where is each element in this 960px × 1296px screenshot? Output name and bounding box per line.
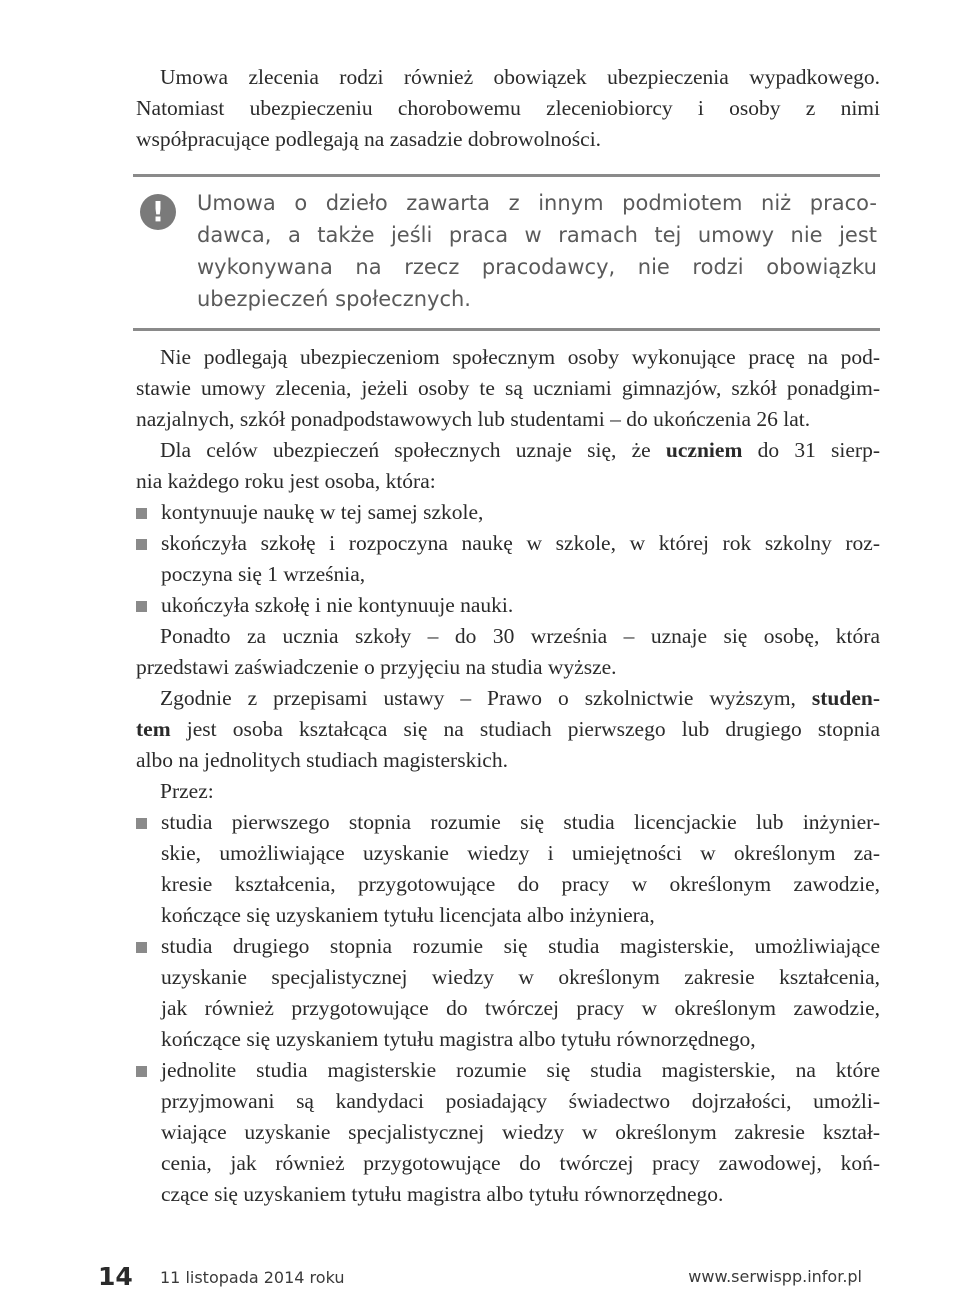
text-line [136,435,880,466]
note-text [197,187,877,315]
text-line: nia każdego roku jest osoba, która: [136,469,436,493]
przez-paragraph [136,776,880,807]
note-line: ubezpieczeń społecznych. [197,287,471,311]
text-line: przedstawi zaświadczenie o przyjęciu na studia wyższe. [136,655,617,679]
text-line: studia pierwszego stopnia rozumie się studia licencjackie lub inżynier- [161,810,880,834]
square-bullet-icon [136,508,147,519]
text-line: Nie podlegają ubezpieczeniom społecznym osoby wykonujące pracę na pod- [160,345,880,369]
text-line: wiające uzyskanie specjalistycznej wiedzy w określonym zakresie kształ- [161,1120,880,1144]
text-run: Dla celów ubezpieczeń społecznych uznaje się, że [160,438,666,462]
student-definition-paragraph [136,683,880,776]
exemption-paragraph [136,342,880,435]
text-line: cenia, jak również przygotowujące do twórczej pracy zawodowej, koń- [161,1151,880,1175]
square-bullet-icon [136,539,147,550]
text-line: kontynuuje naukę w tej samej szkole, [161,500,484,524]
text-line: albo na jednolitych studiach magisterskich. [136,748,508,772]
list-item [136,807,880,931]
text-line: kończące się uzyskaniem tytułu licencjata albo inżyniera, [161,903,655,927]
term-uczniem: uczniem [665,438,743,462]
text-run: Zgodnie z przepisami ustawy – Prawo o szkolnictwie wyższym, [160,686,812,710]
list-item [136,931,880,1055]
list-item [136,497,880,528]
note-box [133,174,880,330]
text-line: Natomiast ubezpieczeniu chorobowemu zleceniobiorcy i osoby z nimi [136,96,880,120]
intro-paragraph [136,62,880,155]
exclamation-icon [140,194,176,230]
term-studentem: tem [136,717,171,741]
text-line: uzyskanie specjalistycznej wiedzy w określonym zakresie kształcenia, [161,965,880,989]
text-line: jak również przygotowujące do twórczej pracy w określonym zawodzie, [161,996,880,1020]
text-line: skończyła szkołę i rozpoczyna naukę w szkole, w której rok szkolny roz- [161,531,880,555]
september-paragraph [136,621,880,683]
text-line [136,683,880,714]
text-line: Umowa zlecenia rodzi również obowiązek ubezpieczenia wypadkowego. [160,65,880,89]
text-line: współpracujące podlegają na zasadzie dobrowolności. [136,127,602,151]
note-line: wykonywana na rzecz pracodawcy, nie rodzi obowiązku [197,255,877,279]
list-item [136,1055,880,1210]
text-line: kończące się uzyskaniem tytułu magistra albo tytułu równorzędnego, [161,1027,756,1051]
text-line: studia drugiego stopnia rozumie się studia magisterskie, umożliwiające [161,934,880,958]
text-line: Przez: [160,779,214,803]
text-line: stawie umowy zlecenia, jeżeli osoby te są uczniami gimnazjów, szkół ponadgim- [136,376,880,400]
text-line: Ponadto za ucznia szkoły – do 30 września – uznaje się osobę, która [160,624,880,648]
term-studentem: studen- [811,686,880,710]
note-top-rule [133,174,880,177]
issue-date: 11 listopada 2014 roku [160,1268,345,1287]
website-link[interactable]: www.serwispp.infor.pl [688,1267,862,1286]
note-bottom-rule [133,328,880,331]
square-bullet-icon [136,818,147,829]
list-item [136,528,880,590]
text-line: jednolite studia magisterskie rozumie się studia magisterskie, na które [161,1058,880,1082]
page-number: 14 [98,1262,133,1291]
text-line: skie, umożliwiające uzyskanie wiedzy i umiejętności w określonym za- [161,841,880,865]
text-line: ukończyła szkołę i nie kontynuuje nauki. [161,593,514,617]
list-item [136,590,880,621]
square-bullet-icon [136,1066,147,1077]
text-line: nazjalnych, szkół ponadpodstawowych lub studentami – do ukończenia 26 lat. [136,407,811,431]
text-line: poczyna się 1 września, [161,562,366,586]
text-line: kresie kształcenia, przygotowujące do pracy w określonym zawodzie, [161,872,880,896]
text-run: jest osoba kształcąca się na studiach pierwszego lub drugiego stopnia [170,717,880,741]
text-run: do 31 sierp- [742,438,880,462]
text-line: czące się uzyskaniem tytułu magistra albo tytułu równorzędnego. [161,1182,724,1206]
note-line: Umowa o dzieło zawarta z innym podmiotem niż praco- [197,191,877,215]
square-bullet-icon [136,942,147,953]
pupil-definition-paragraph [136,435,880,497]
text-line [136,714,880,745]
note-line: dawca, a także jeśli praca w ramach tej umowy nie jest [197,223,877,247]
exclamation-glyph: ! [151,195,165,228]
square-bullet-icon [136,601,147,612]
text-line: przyjmowani są kandydaci posiadający świadectwo dojrzałości, umożli- [161,1089,880,1113]
